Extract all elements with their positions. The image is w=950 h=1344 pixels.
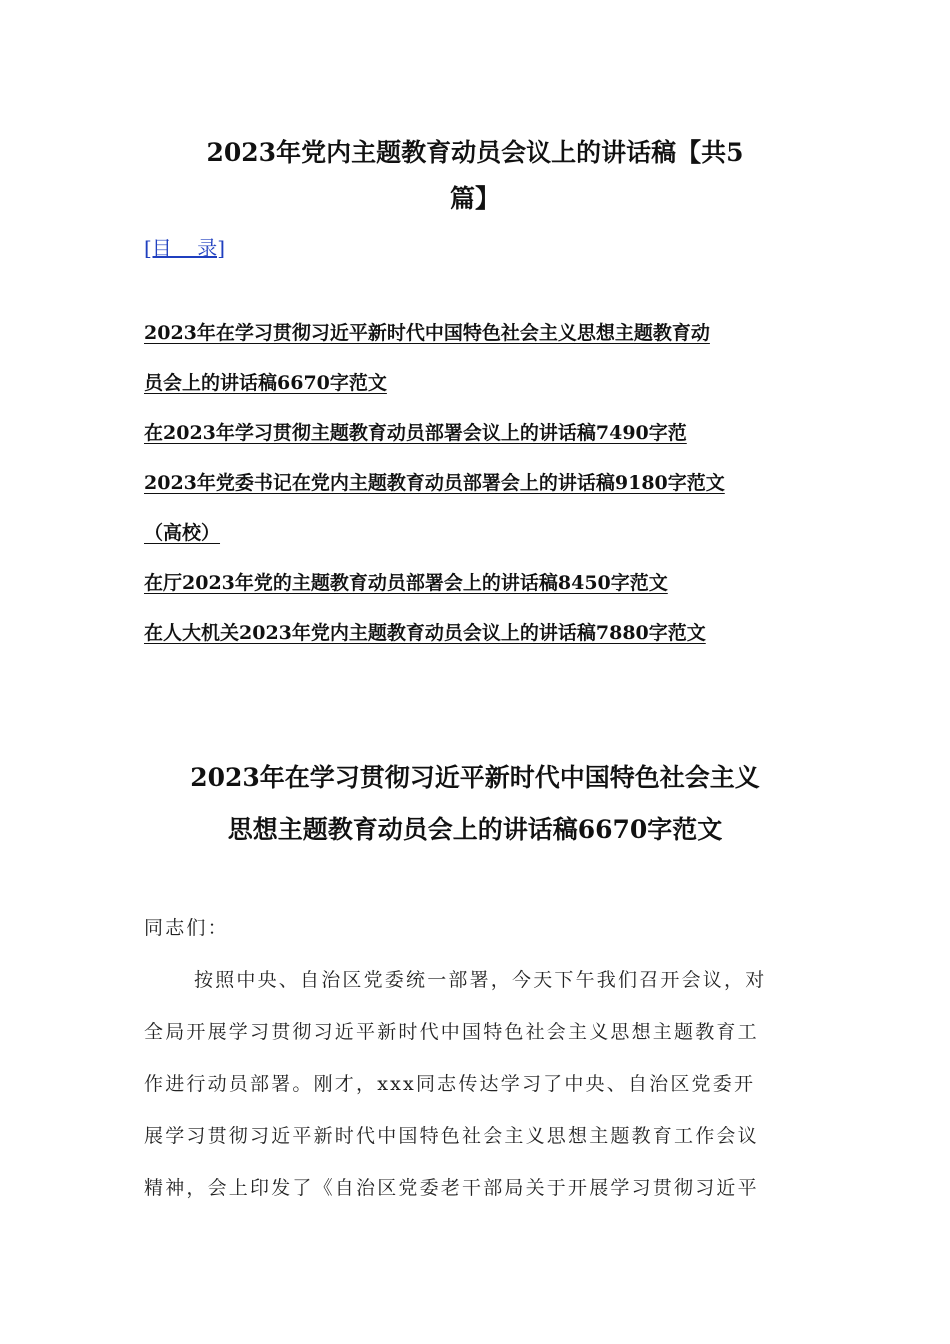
document-title-line-2: 篇】: [449, 184, 500, 213]
paragraph-line: 全局开展学习贯彻习近平新时代中国特色社会主义思想主题教育工: [144, 1021, 759, 1043]
paragraph-line: 作进行动员部署。刚才，xxx同志传达学习了中央、自治区党委开: [144, 1073, 756, 1095]
toc-entry-5[interactable]: [144, 608, 814, 658]
toc-entry-text: 2023年党委书记在党内主题教育动员部署会上的讲话稿9180字范文: [144, 472, 725, 494]
toc-entry-3[interactable]: [144, 458, 814, 558]
paragraph-line: [144, 954, 809, 1006]
paragraph-line-text: 按照中央、自治区党委统一部署，今天下午我们召开会议，对: [194, 969, 767, 991]
paragraph-line: 展学习贯彻习近平新时代中国特色社会主义思想主题教育工作会议: [144, 1125, 759, 1147]
toc-entry-text: 在人大机关2023年党内主题教育动员会议上的讲话稿7880字范文: [144, 622, 706, 644]
table-of-contents: [144, 308, 814, 658]
toc-entry-text: （高校）: [144, 522, 221, 544]
document-title-line-1: 2023年党内主题教育动员会议上的讲话稿【共5: [206, 138, 744, 167]
toc-entry-4[interactable]: [144, 558, 814, 608]
toc-entry-text: 2023年在学习贯彻习近平新时代中国特色社会主义思想主题教育动: [144, 322, 710, 344]
toc-entry-1[interactable]: [144, 308, 814, 408]
section-title-line-1: 2023年在学习贯彻习近平新时代中国特色社会主义: [190, 763, 760, 792]
salutation: 同志们：: [144, 917, 229, 939]
paragraph-line: 精神，会上印发了《自治区党委老干部局关于开展学习贯彻习近平: [144, 1177, 759, 1199]
document-title: [150, 130, 800, 222]
section-title-line-2: 思想主题教育动员会上的讲话稿6670字范文: [227, 815, 723, 844]
body-text: [144, 902, 809, 1214]
toc-entry-text: 员会上的讲话稿6670字范文: [144, 372, 387, 394]
toc-entry-2[interactable]: [144, 408, 814, 458]
toc-entry-text: 在2023年学习贯彻主题教育动员部署会议上的讲话稿7490字范: [144, 422, 687, 444]
toc-entry-text: 在厅2023年党的主题教育动员部署会上的讲话稿8450字范文: [144, 572, 668, 594]
toc-heading-link[interactable]: [目 录]: [144, 236, 226, 260]
section-title: [140, 752, 810, 856]
